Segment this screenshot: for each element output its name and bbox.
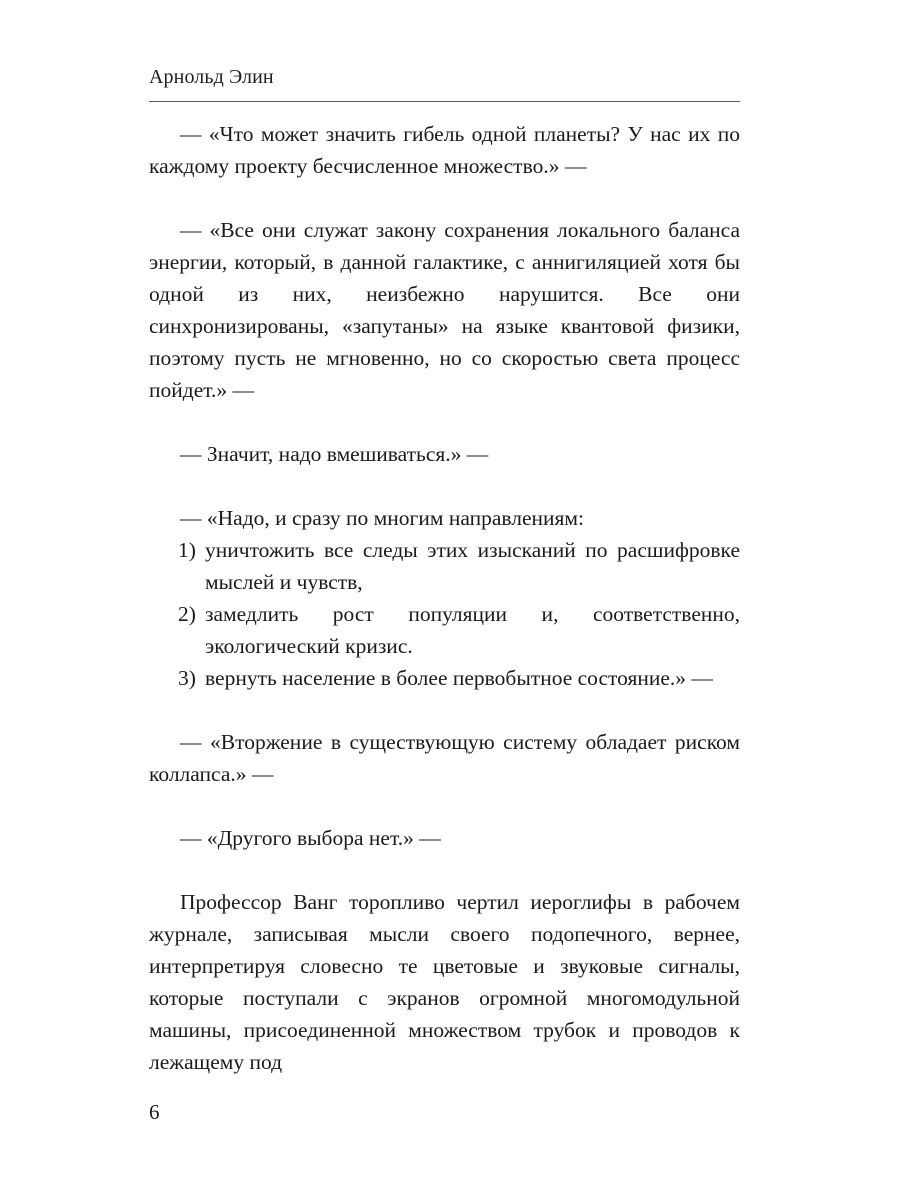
paragraph-2: — «Все они служат закону сохранения локального баланса энергии, который, в данной галактике, с аннигиляцией хотя бы одной из них, неизбежно нарушится. Все они синхронизированы, «запутаны» на языке квантовой физики, поэтому пусть не мгновенно, но со скоростью света процесс пойдет.» — (149, 218, 740, 402)
paragraph-7: Профессор Ванг торопливо чертил иероглифы в рабочем журнале, записывая мысли своего подопечного, вернее, интерпретируя словесно те цветовые и звуковые сигналы, которые поступали с экранов огромной многомодульной машины, присоединенной множеством трубок и проводов к лежащему под (149, 890, 740, 1074)
list-item-text: вернуть население в более первобытное состояние.» — (205, 666, 713, 690)
list-item (149, 598, 740, 662)
paragraph-6: — «Другого выбора нет.» — (180, 826, 441, 850)
running-head (149, 64, 740, 90)
running-head-rule (149, 101, 740, 102)
paragraph-5: — «Вторжение в существующую систему обладает риском коллапса.» — (149, 730, 740, 786)
paragraph-4-list-lead: — «Надо, и сразу по многим направлениям: (180, 506, 584, 530)
paragraph-3: — Значит, надо вмешиваться.» — (180, 442, 489, 466)
list-item-marker: 1) (178, 538, 196, 562)
list-item-text: замедлить рост популяции и, соответственно, экологический кризис. (205, 602, 740, 658)
numbered-list (149, 534, 740, 694)
running-head-author: Арнольд Элин (149, 66, 274, 88)
list-item-text: уничтожить все следы этих изысканий по расшифровке мыслей и чувств, (205, 538, 740, 594)
list-item-marker: 3) (178, 666, 196, 690)
list-item (149, 534, 740, 598)
list-item-marker: 2) (178, 602, 196, 626)
list-item (149, 662, 740, 694)
paragraph-1: — «Что может значить гибель одной планеты? У нас их по каждому проекту бесчисленное множество.» — (149, 122, 740, 178)
body-text-block (149, 118, 740, 1078)
page-number: 6 (149, 1100, 160, 1124)
